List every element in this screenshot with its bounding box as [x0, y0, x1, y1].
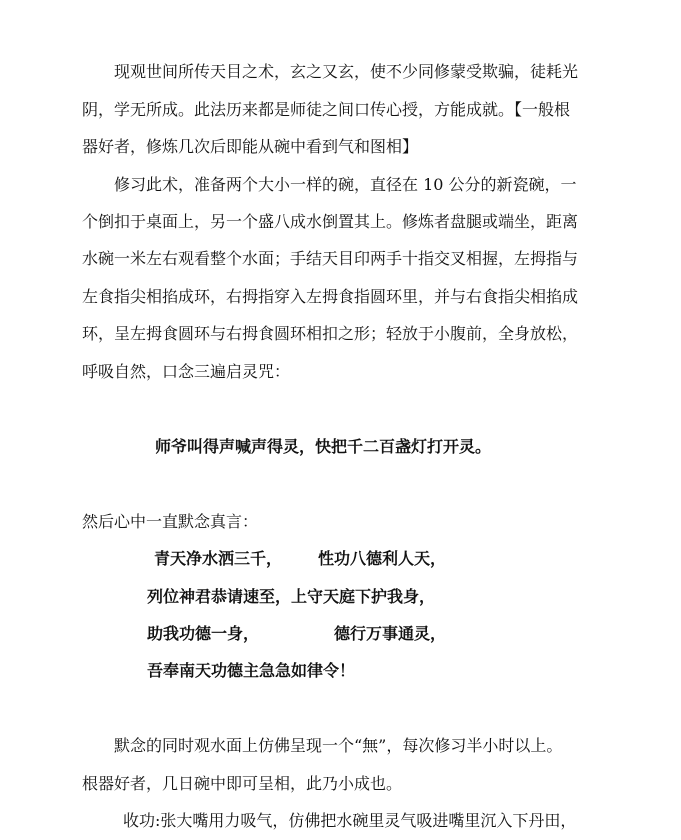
paragraph-2-line-2: 个倒扣于桌面上，另一个盛八成水倒置其上。修炼者盘腿或端坐，距离	[82, 212, 579, 231]
paragraph-4-line-1: 收功:张大嘴用力吸气，仿佛把水碗里灵气吸进嘴里沉入下丹田，	[123, 811, 577, 830]
mantra-line-2: 列位神君恭请速至，上守天庭下护我身，	[147, 587, 436, 606]
mantra-line-1b: 性功八德利人天，	[318, 549, 447, 568]
paragraph-3-line-2: 根器好者，几日碗中即可呈相，此乃小成也。	[82, 774, 403, 793]
incantation-text: 师爷叫得声喊声得灵，快把千二百盏灯打开灵。	[155, 437, 492, 456]
paragraph-2-line-3: 水碗一米左右观看整个水面；手结天目印两手十指交叉相握，左拇指与	[82, 249, 579, 268]
paragraph-1-line-1: 现观世间所传天目之术，玄之又玄，使不少同修蒙受欺骗，徒耗光	[114, 62, 579, 81]
mantra-line-1a: 青天净水洒三千，	[154, 549, 283, 568]
paragraph-1-line-2: 阴，学无所成。此法历来都是师徒之间口传心授，方能成就。【一般根	[82, 100, 571, 119]
mantra-intro: 然后心中一直默念真言：	[82, 512, 259, 531]
paragraph-3-line-1: 默念的同时观水面上仿佛呈现一个“無”，每次修习半小时以上。	[114, 736, 563, 755]
paragraph-2-line-4: 左食指尖相掐成环，右拇指穿入左拇食指圆环里，并与右食指尖相掐成	[82, 287, 579, 306]
paragraph-1-line-3: 器好者，修炼几次后即能从碗中看到气和图相】	[82, 137, 419, 156]
mantra-line-3b: 德行万事通灵，	[334, 624, 447, 643]
mantra-line-3a: 助我功德一身，	[147, 624, 260, 643]
paragraph-2-line-5: 环，呈左拇食圆环与右拇食圆环相扣之形；轻放于小腹前，全身放松，	[82, 324, 579, 343]
mantra-line-4: 吾奉南天功德主急急如律令！	[147, 661, 356, 680]
paragraph-2-line-1: 修习此术，准备两个大小一样的碗，直径在 10 公分的新瓷碗，一	[114, 175, 577, 194]
paragraph-2-line-6: 呼吸自然，口念三遍启灵咒：	[82, 362, 291, 381]
